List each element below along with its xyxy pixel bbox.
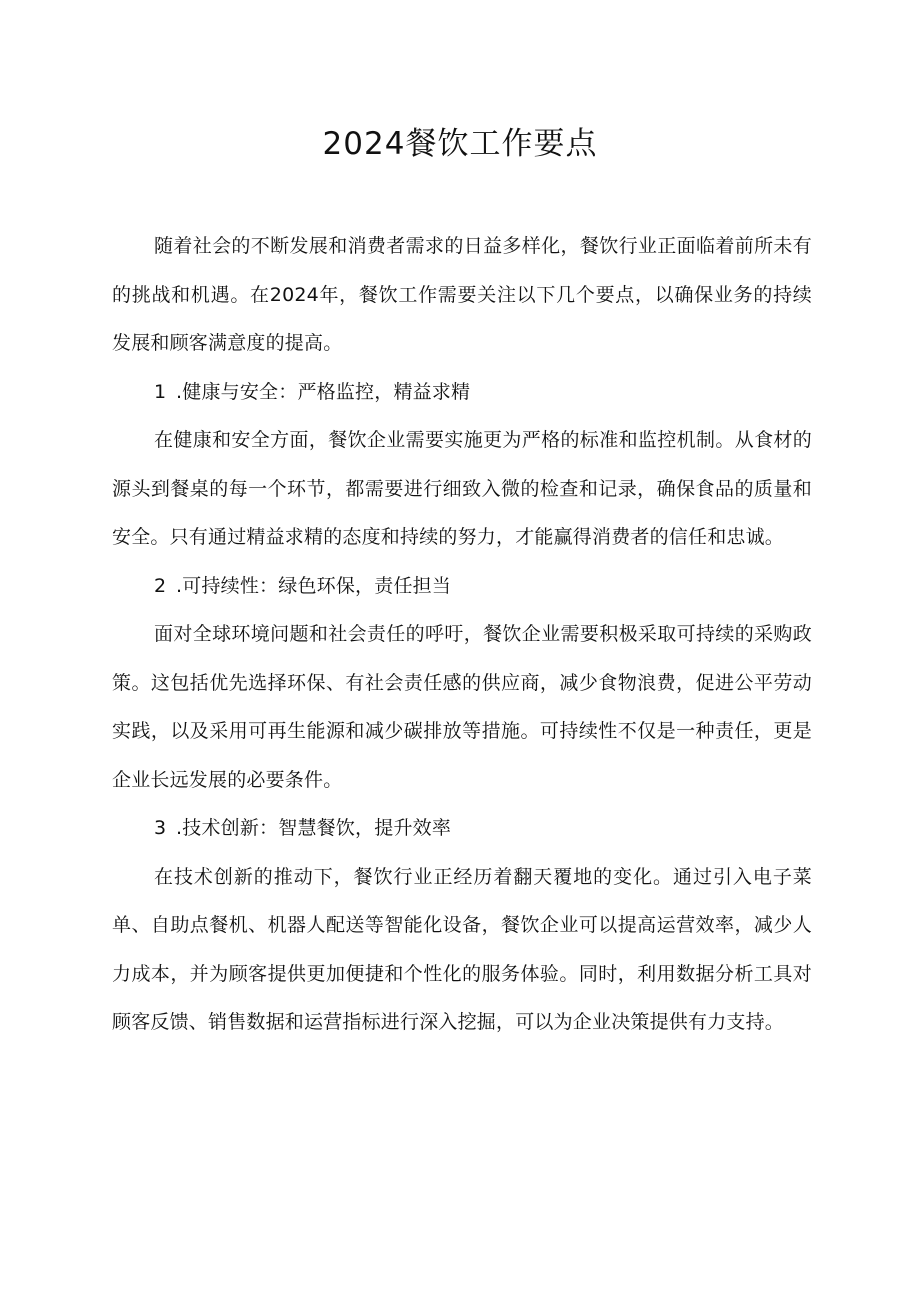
section-number: 2: [154, 574, 167, 597]
section-heading-3: [112, 804, 812, 853]
document-body: [112, 222, 812, 1047]
section-heading-text: .可持续性：绿色环保，责任担当: [176, 574, 452, 597]
section-body-2: 面对全球环境问题和社会责任的呼吁，餐饮企业需要积极采取可持续的采购政策。这包括优先选择环保、有社会责任感的供应商，减少食物浪费，促进公平劳动实践，以及采用可再生能源和减少碳排放等措施。可持续性不仅是一种责任，更是企业长远发展的必要条件。: [112, 623, 812, 791]
section-number: 1: [154, 380, 167, 403]
section-heading-1: [112, 368, 812, 417]
section-body-3: 在技术创新的推动下，餐饮行业正经历着翻天覆地的变化。通过引入电子菜单、自助点餐机、机器人配送等智能化设备，餐饮企业可以提高运营效率，减少人力成本，并为顾客提供更加便捷和个性化的服务体验。同时，利用数据分析工具对顾客反馈、销售数据和运营指标进行深入挖掘，可以为企业决策提供有力支持。: [112, 865, 812, 1033]
section-heading-2: [112, 562, 812, 611]
section-heading-text: .健康与安全：严格监控，精益求精: [176, 380, 471, 403]
document-title: 2024餐饮工作要点: [322, 126, 598, 162]
section-number: 3: [154, 817, 167, 839]
section-body-1: 在健康和安全方面，餐饮企业需要实施更为严格的标准和监控机制。从食材的源头到餐桌的每一个环节，都需要进行细致入微的检查和记录，确保食品的质量和安全。只有通过精益求精的态度和持续的努力，才能赢得消费者的信任和忠诚。: [112, 429, 812, 548]
section-heading-text: .技术创新：智慧餐饮，提升效率: [176, 817, 452, 839]
intro-paragraph: 随着社会的不断发展和消费者需求的日益多样化，餐饮行业正面临着前所未有的挑战和机遇。在2024年，餐饮工作需要关注以下几个要点，以确保业务的持续发展和顾客满意度的提高。: [112, 235, 812, 354]
